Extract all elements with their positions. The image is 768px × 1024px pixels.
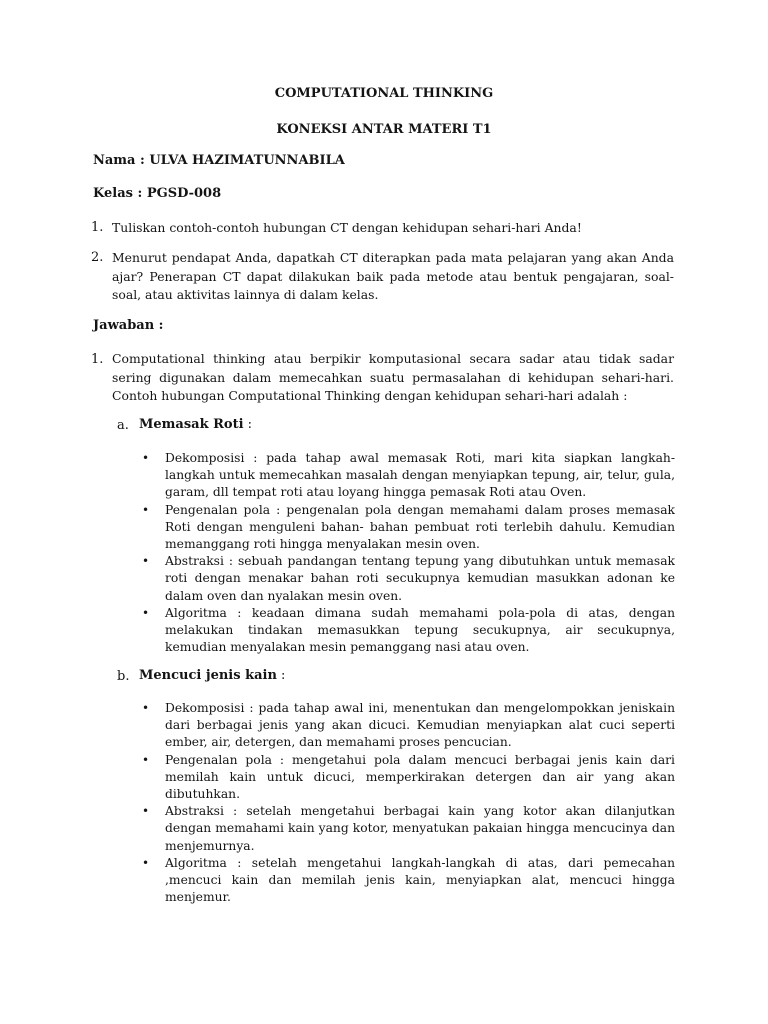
student-class: Kelas : PGSD-008 <box>93 186 222 201</box>
question-number: 1. <box>91 220 104 235</box>
section-heading-colon: : <box>276 668 286 683</box>
section-heading-text: Memasak Roti <box>139 417 244 432</box>
bullet-icon: • <box>142 752 150 767</box>
bullet-list <box>140 700 675 906</box>
student-name: Nama : ULVA HAZIMATUNNABILA <box>93 153 345 168</box>
list-item <box>140 855 675 907</box>
question-text: Menurut pendapat Anda, dapatkah CT diterapkan pada mata pelajaran yang akan Anda ajar? Penerapan CT dapat dilakukan baik pada metode atau bentuk pengajaran, soal-soal, atau aktivitas lainnya di dalam kelas. <box>112 250 674 302</box>
list-item <box>140 450 675 502</box>
bullet-icon: • <box>142 804 150 819</box>
section-heading-text: Mencuci jenis kain <box>139 668 277 683</box>
answer-intro-text: Computational thinking atau berpikir komputasional secara sadar atau tidak sadar sering digunakan dalam memecahkan suatu permasalahan di kehidupan sehari-hari. Contoh hubungan Computational Thinking dengan kehidupan sehari-hari adalah : <box>112 351 674 403</box>
bullet-list <box>140 450 675 656</box>
list-item-text: Abstraksi : sebuah pandangan tentang tepung yang dibutuhkan untuk memasak roti dengan menakar bahan roti secukupnya kemudian masukkan adonan ke dalam oven dan nyalakan mesin oven. <box>165 554 675 603</box>
answer-number: 1. <box>91 352 104 367</box>
section-heading <box>139 668 285 683</box>
list-item <box>140 502 675 554</box>
list-item <box>140 605 675 657</box>
list-item-text: Dekomposisi : pada tahap awal memasak Roti, mari kita siapkan langkah- langkah untuk memecahkan masalah dengan menyiapkan tepung, air, telur, gula, garam, dll tempat roti atau loyang hingga pemasak Roti atau Oven. <box>165 451 675 500</box>
section-letter: b. <box>117 669 130 684</box>
section-heading <box>139 417 252 432</box>
list-item-text: Pengenalan pola : pengenalan pola dengan memahami dalam proses memasak Roti dengan menguleni bahan- bahan pembuat roti terlebih dahulu. Kemudian memanggang roti hingga menyalakan mesin oven. <box>165 502 675 552</box>
list-item-text: Pengenalan pola : mengetahui pola dalam mencuci berbagai jenis kain dari memilah kain untuk dicuci, memperkirakan detergen dan air yang akan dibutuhkan. <box>165 752 675 802</box>
bullet-icon: • <box>142 855 150 870</box>
list-item-text: Dekomposisi : pada tahap awal ini, menentukan dan mengelompokkan jeniskain dari berbagai jenis yang akan dicuci. Kemudian menyiapkan alat cuci seperti ember, air, detergen, dan memahami proses pencucian. <box>165 701 675 750</box>
list-item-text: Algoritma : keadaan dimana sudah memahami pola-pola di atas, dengan melakukan tindakan memasukkan tepung secukupnya, air secukupnya, kemudian menyalakan mesin pemanggang nasi atau oven. <box>165 605 675 655</box>
question-number: 2. <box>91 250 104 265</box>
document-title: COMPUTATIONAL THINKING <box>274 86 494 101</box>
list-item <box>140 803 675 855</box>
document-subtitle: KONEKSI ANTAR MATERI T1 <box>276 122 492 137</box>
list-item <box>140 752 675 804</box>
section-heading-colon: : <box>243 417 253 432</box>
bullet-icon: • <box>142 502 150 517</box>
bullet-icon: • <box>142 701 150 715</box>
question-text: Tuliskan contoh-contoh hubungan CT dengan kehidupan sehari-hari Anda! <box>112 220 582 235</box>
bullet-icon: • <box>142 605 150 620</box>
bullet-icon: • <box>142 451 150 465</box>
list-item-text: Abstraksi : setelah mengetahui berbagai kain yang kotor akan dilanjutkan dengan memahami kain yang kotor, menyatukan pakaian hingga mencucinya dan menjemurnya. <box>165 804 675 853</box>
section-letter: a. <box>117 418 129 433</box>
answer-label: Jawaban : <box>93 318 164 333</box>
list-item-text: Algoritma : setelah mengetahui langkah-langkah di atas, dari pemecahan ,mencuci kain dan memilah jenis kain, menyiapkan alat, mencuci hingga menjemur. <box>165 855 675 905</box>
list-item <box>140 700 675 752</box>
list-item <box>140 553 675 605</box>
bullet-icon: • <box>142 554 150 569</box>
